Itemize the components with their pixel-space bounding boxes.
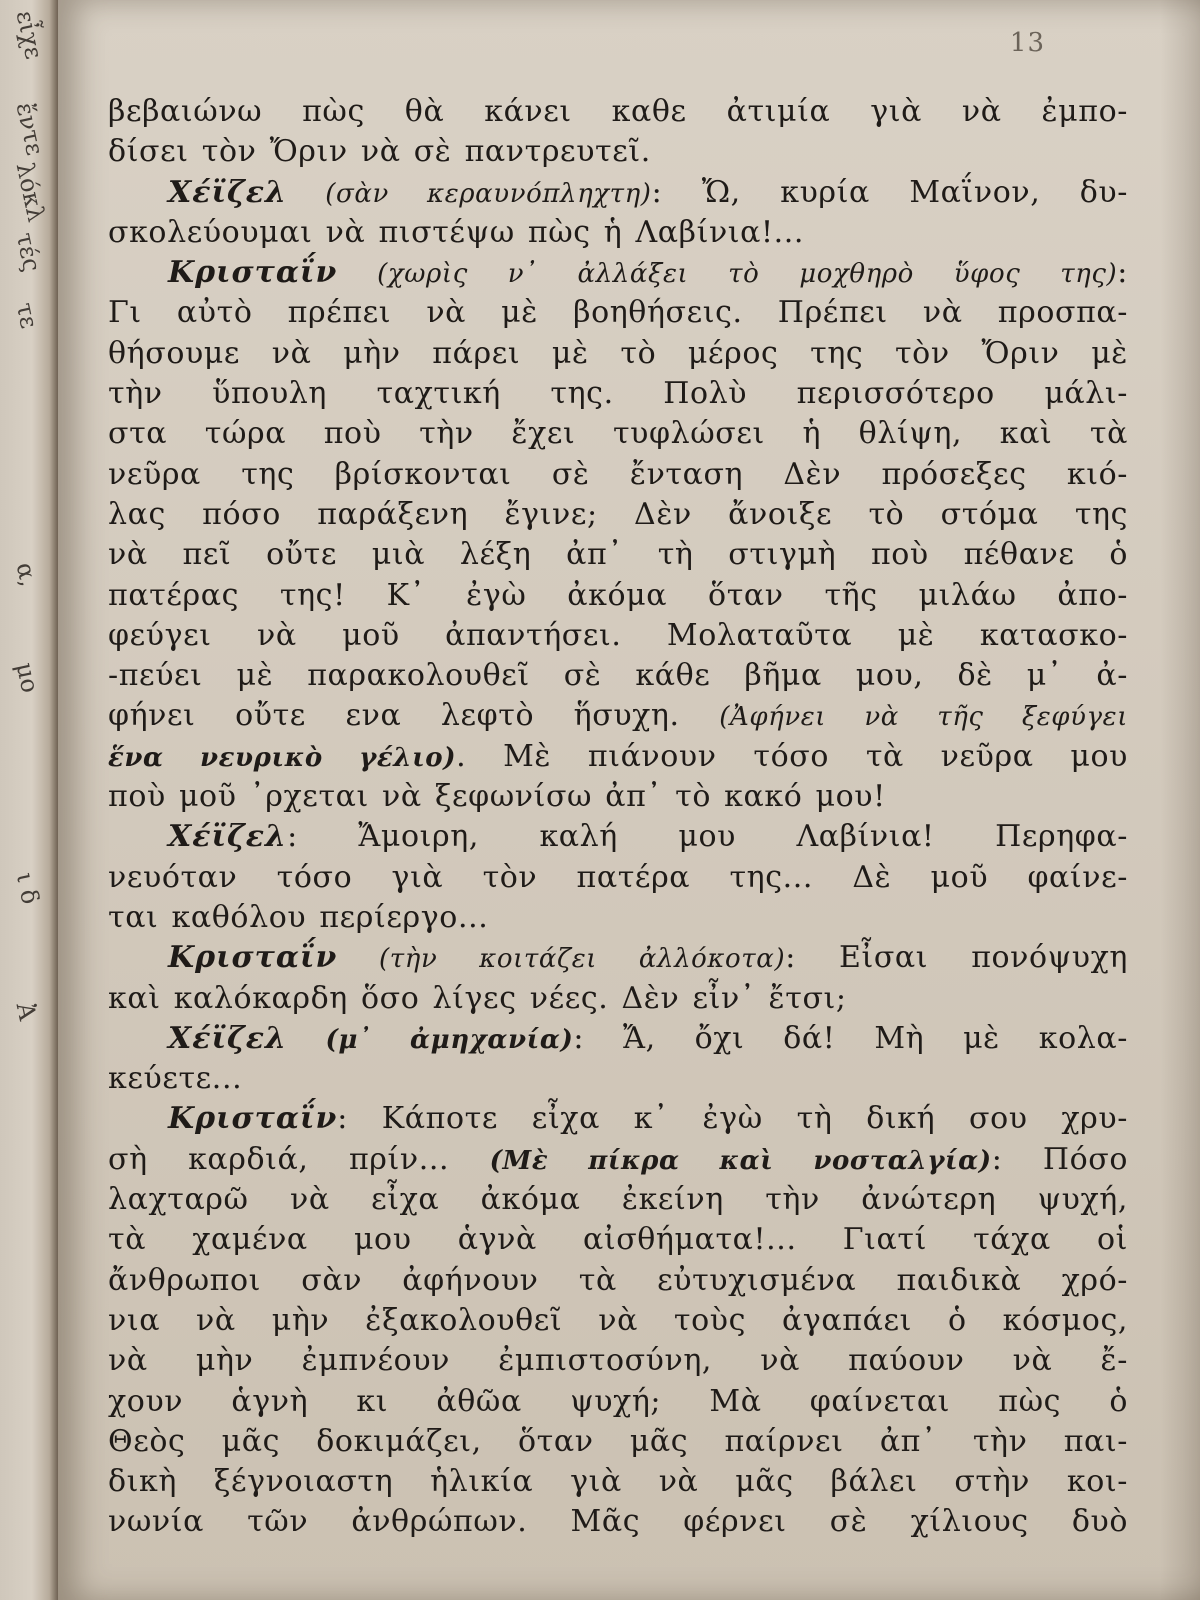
stage-direction: (Μὲ πίκρα καὶ νοσταλγία) [489, 1145, 992, 1176]
text-line [108, 1341, 1128, 1381]
text-line [108, 1099, 1128, 1139]
facing-page-fragment: τές [10, 230, 47, 275]
text-line [108, 656, 1128, 696]
text-segment: τὰ χαμένα μου ἁγνὰ αἰσθήματα!... Γιατί τάχα οἱ [108, 1222, 1128, 1258]
text-line [108, 737, 1128, 777]
text-segment: -πεύει μὲ παρακολουθεῖ σὲ κάθε βῆμα μου, δὲ μ᾽ ἀ- [108, 658, 1128, 694]
text-line [108, 253, 1128, 293]
facing-page-edge [0, 0, 58, 1600]
stage-direction: (χωρὶς ν᾽ ἀλλάξει τὸ μοχθηρὸ ὕφος της) [337, 259, 1118, 290]
text-segment: νευόταν τόσο γιὰ τὸν πατέρα της... Δὲ μοῦ φαίνε- [108, 859, 1128, 895]
text-segment: : [1117, 255, 1128, 291]
facing-page-fragment: α, [10, 560, 43, 590]
text-line [108, 92, 1128, 132]
speaker-name: Χέϊζελ [168, 1020, 288, 1056]
text-segment: στα τώρα ποὺ τὴν ἔχει τυφλώσει ἡ θλίψη, καὶ τὰ [108, 416, 1128, 452]
speaker-name: Κρισταΐν [168, 940, 338, 976]
facing-page-fragment: Ἀ [10, 1000, 42, 1023]
text-line [108, 817, 1128, 857]
page-number: 13 [1009, 28, 1045, 58]
text-segment: . Μὲ πιάνουν τόσο τὰ νεῦρα μου [456, 738, 1128, 774]
text-segment: λας πόσο παράξενη ἔγινε; Δὲν ἄνοιξε τὸ στόμα της [108, 496, 1128, 532]
facing-page-fragment: μο [10, 660, 45, 696]
text-line [108, 616, 1128, 656]
text-segment: σκολεύουμαι νὰ πιστέψω πὼς ἡ Λαβίνια!... [108, 214, 805, 250]
facing-page-fragment: τε [10, 300, 44, 331]
facing-page-fragment: ι δ [10, 870, 45, 907]
text-line [108, 1462, 1128, 1502]
book-page [58, 0, 1200, 1600]
text-line [108, 979, 1128, 1019]
text-segment: νια νὰ μὴν ἐξακολουθεῖ νὰ τοὺς ἀγαπάει ὁ κόσμος, [108, 1302, 1128, 1338]
text-line [108, 1059, 1128, 1099]
text-segment: ται καθόλου περίεργο... [108, 899, 489, 935]
facing-page-fragment: λόκλ [10, 160, 51, 225]
text-segment: τὴν ὕπουλη ταχτική της. Πολὺ περισσότερο μάλι- [108, 376, 1128, 412]
text-line [108, 495, 1128, 535]
page-text-block [108, 92, 1128, 1543]
text-segment: ποὺ μοῦ ᾽ρχεται νὰ ξεφωνίσω ἀπ᾽ τὸ κακό μου! [108, 779, 886, 815]
text-line [108, 132, 1128, 172]
text-segment: : Ἄ, ὄχι δά! Μὴ μὲ κολα- [573, 1020, 1128, 1056]
text-line [108, 173, 1128, 213]
text-line [108, 293, 1128, 333]
text-line [108, 414, 1128, 454]
text-line [108, 1140, 1128, 1180]
stage-direction: (σὰν κεραυνόπληχτη) [287, 178, 652, 209]
text-line [108, 858, 1128, 898]
stage-direction: (Ἀφήνει νὰ τῆς ξεφύγει [719, 702, 1128, 733]
stage-direction: (τὴν κοιτάζει ἀλλόκοτα) [337, 944, 786, 975]
text-segment: νωνία τῶν ἀνθρώπων. Μᾶς φέρνει σὲ χίλιους δυὸ [108, 1504, 1128, 1540]
text-line [108, 1422, 1128, 1462]
text-segment: δικὴ ξέγνοιαστη ἡλικία γιὰ νὰ μᾶς βάλει στὴν κοι- [108, 1464, 1128, 1500]
text-line [108, 898, 1128, 938]
text-line [108, 1261, 1128, 1301]
text-line [108, 535, 1128, 575]
speaker-name: Χέϊζελ [168, 819, 288, 855]
text-segment: : Κάποτε εἶχα κ᾽ ἐγὼ τὴ δική σου χρυ- [337, 1101, 1128, 1137]
text-line [108, 1382, 1128, 1422]
text-segment: νὰ μὴν ἐμπνέουν ἐμπιστοσύνη, νὰ παύουν νὰ ἔ- [108, 1343, 1128, 1379]
stage-direction: ἕνα νευρικὸ γέλιο) [108, 742, 457, 773]
text-segment: Γι αὐτὸ πρέπει νὰ μὲ βοηθήσεις. Πρέπει νὰ προσπα- [108, 295, 1128, 331]
text-segment: νεῦρα της βρίσκονται σὲ ἔνταση Δὲν πρόσεξες κιό- [108, 456, 1128, 492]
facing-page-fragment: ἔντε [10, 100, 50, 158]
text-segment: πατέρας της! Κ᾽ ἐγὼ ἀκόμα ὅταν τῆς μιλάω ἀπο- [108, 577, 1128, 613]
text-line [108, 938, 1128, 978]
text-line [108, 576, 1128, 616]
text-line [108, 1301, 1128, 1341]
text-segment: νὰ πεῖ οὔτε μιὰ λέξη ἀπ᾽ τὴ στιγμὴ ποὺ πέθανε ὁ [108, 537, 1128, 573]
text-segment: βεβαιώνω πὼς θὰ κάνει καθε ἀτιμία γιὰ νὰ ἐμπο- [108, 94, 1128, 129]
text-segment: δίσει τὸν Ὄριν νὰ σὲ παντρευτεῖ. [108, 134, 651, 170]
text-segment: καὶ καλόκαρδη ὅσο λίγες νέες. Δὲν εἶν᾽ ἔτσι; [108, 980, 847, 1016]
text-line [108, 374, 1128, 414]
text-line [108, 334, 1128, 374]
text-line [108, 1019, 1128, 1059]
text-line [108, 1180, 1128, 1220]
text-line [108, 1220, 1128, 1260]
text-segment: : Ὤ, κυρία Μαΐνον, δυ- [651, 174, 1128, 210]
text-segment: : Ἄμοιρη, καλή μου Λαβίνια! Περηφα- [287, 819, 1128, 855]
stage-direction: (μ᾽ ἀμηχανία) [287, 1024, 574, 1055]
text-segment: Θεὸς μᾶς δοκιμάζει, ὅταν μᾶς παίρνει ἀπ᾽ τὴν παι- [108, 1423, 1128, 1459]
text-segment: φήνει οὔτε ενα λεφτὸ ἥσυχη. [108, 698, 720, 734]
text-segment: χουν ἁγνὴ κι ἀθῶα ψυχή; Μὰ φαίνεται πὼς ὁ [108, 1383, 1128, 1419]
text-segment: θήσουμε νὰ μὴν πάρει μὲ τὸ μέρος της τὸν Ὄριν μὲ [108, 335, 1128, 371]
text-segment: λαχταρῶ νὰ εἶχα ἀκόμα ἐκείνη τὴν ἀνώτερη ψυχή, [108, 1182, 1128, 1218]
text-line [108, 696, 1128, 736]
speaker-name: Κρισταΐν [168, 1101, 338, 1137]
text-segment: φεύγει νὰ μοῦ ἀπαντήσει. Μολαταῦτα μὲ κατασκο- [108, 617, 1128, 653]
speaker-name: Κρισταΐν [168, 255, 338, 291]
speaker-name: Χέϊζελ [168, 174, 288, 210]
text-line [108, 455, 1128, 495]
text-segment: : Εἶσαι πονόψυχη [785, 940, 1128, 976]
facing-page-fragment: εἶχε [10, 8, 49, 62]
text-segment: : Πόσο [991, 1141, 1129, 1177]
text-line [108, 213, 1128, 253]
text-segment: ἄνθρωποι σὰν ἀφήνουν τὰ εὐτυχισμένα παιδικὰ χρό- [108, 1262, 1128, 1298]
text-line [108, 1502, 1128, 1542]
text-line [108, 777, 1128, 817]
text-segment: κεύετε... [108, 1061, 243, 1097]
text-segment: σὴ καρδιά, πρίν... [108, 1141, 490, 1177]
